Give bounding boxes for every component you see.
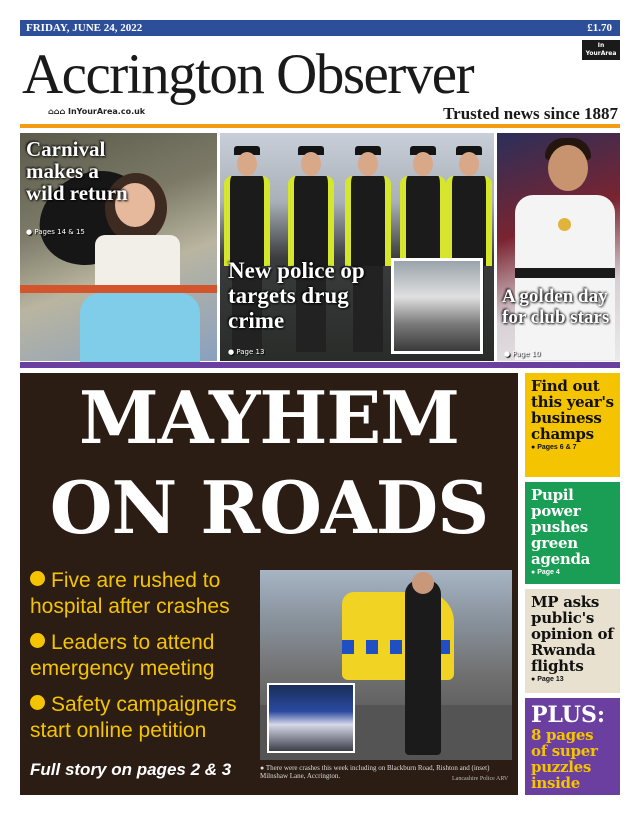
carnival-headline[interactable]: Carnival makes a wild return <box>26 137 128 205</box>
teaser-headline: Pupil power pushes green agenda <box>531 486 591 568</box>
bullet-icon <box>30 633 45 648</box>
house-icon: ⌂⌂⌂ <box>48 107 68 116</box>
teaser-headline: MP asks public's opinion of Rwanda flights <box>531 593 614 675</box>
sidebar-teaser-business[interactable] <box>525 373 620 477</box>
carnival-rail <box>20 285 217 293</box>
newspaper-title[interactable]: Accrington Observer <box>22 43 474 106</box>
police-officer <box>405 580 441 755</box>
lead-headline-line1: MAYHEM <box>79 375 459 460</box>
bullet-item: Leaders to attend emergency meeting <box>30 631 215 680</box>
police-officer-head <box>412 572 434 594</box>
teaser-headline: Find out this year's business champs <box>531 377 614 443</box>
inset-crash-photo <box>267 683 355 753</box>
date-bar <box>20 20 620 36</box>
teaser-pages: ● Pages 6 & 7 <box>531 444 614 451</box>
teaser-pages: ● Page 4 <box>531 569 614 576</box>
masthead <box>20 40 620 130</box>
tagline: Trusted news since 1887 <box>443 104 618 123</box>
golden-headline[interactable]: A golden day for club stars <box>502 286 610 328</box>
lead-headline-line2: ON ROADS <box>49 465 489 550</box>
inyourarea-link[interactable]: ⌂⌂⌂ InYourArea.co.uk <box>48 107 146 116</box>
bullet-icon <box>30 571 45 586</box>
masthead-divider <box>20 124 620 128</box>
strip-divider <box>20 362 620 368</box>
judo-boy-face <box>548 145 588 191</box>
judo-belt <box>515 268 615 278</box>
issue-date: FRIDAY, JUNE 24, 2022 <box>26 22 143 34</box>
sidebar-teaser-pupil[interactable] <box>525 482 620 584</box>
police-headline[interactable]: New police op targets drug crime <box>228 258 365 333</box>
full-story-pointer: Full story on pages 2 & 3 <box>30 760 232 779</box>
carnival-girl-skirt <box>80 293 200 363</box>
golden-pages: ● Page 10 <box>504 350 540 358</box>
bullet-item: Safety campaigners start online petition <box>30 693 237 742</box>
plus-label: PLUS: <box>531 702 606 728</box>
medal-icon <box>558 218 571 231</box>
plus-text: 8 pages of super puzzles inside <box>531 726 598 792</box>
sidebar-plus-puzzles[interactable] <box>525 698 620 795</box>
carnival-pages: ● Pages 14 & 15 <box>26 228 85 236</box>
teaser-pages: ● Page 13 <box>531 676 614 683</box>
photo-caption: ● There were crashes this week including on Blackburn Road, Rishton and (inset) Milnshaw Lane, Accrington. <box>260 764 490 780</box>
bullet-icon <box>30 695 45 710</box>
photo-credit: Lancashire Police ARV <box>452 776 509 782</box>
bullet-item: Five are rushed to hospital after crashes <box>30 569 230 618</box>
police-inset-car-photo <box>391 258 483 354</box>
cover-price: £1.70 <box>587 22 612 34</box>
police-pages: ● Page 13 <box>228 348 264 356</box>
inyourarea-badge: In YourArea <box>582 40 620 60</box>
sidebar-teaser-mp[interactable] <box>525 589 620 693</box>
lead-bullets <box>30 568 262 754</box>
